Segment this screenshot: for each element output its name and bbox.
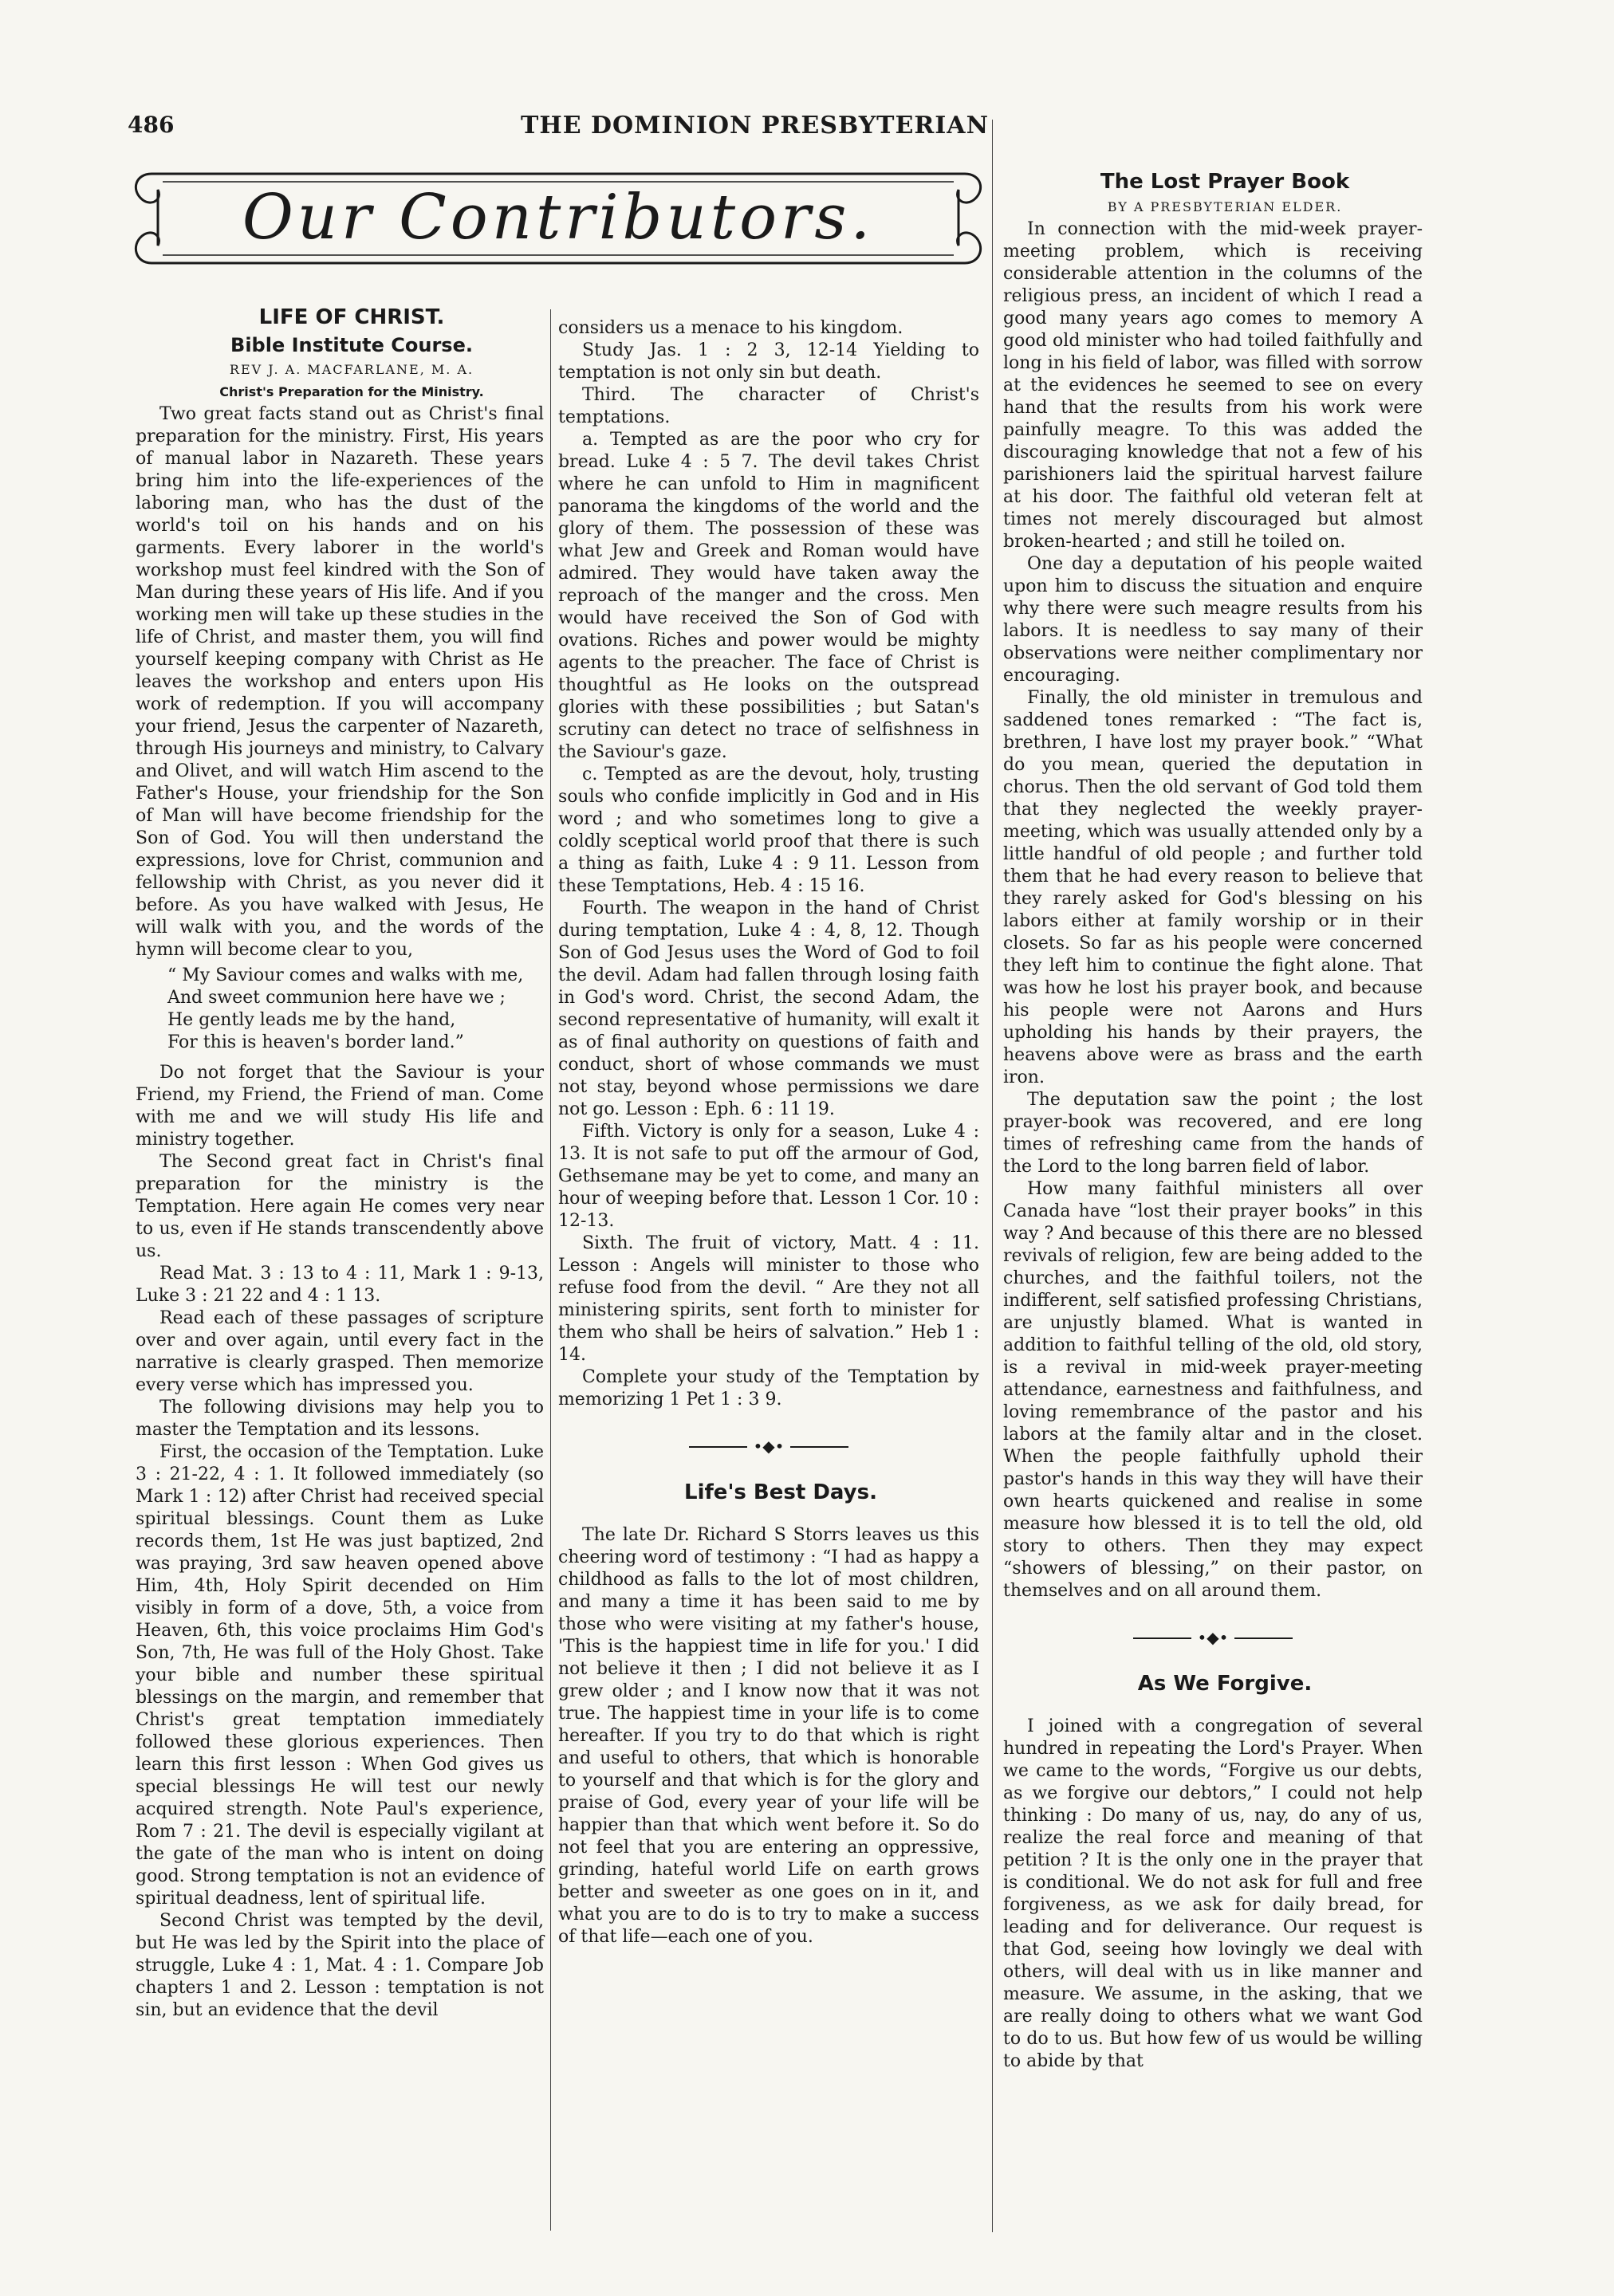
article-section: Christ's Preparation for the Ministry. bbox=[219, 384, 484, 399]
paragraph: I joined with a congregation of several hundred in repeating the Lord's Prayer. When we came to the words, “Forgive us our debts, as we forgive our debtors,” I could not help thinking : Do many of us, nay, do any of us, realize the real force and meaning of that petition ? It is the only one in the prayer that is conditional. We do not ask for full and free forgiveness, as we ask for daily bread, for leading and for deliverance. Our request is that God, seeing how lovingly we deal with others, will deal with us in like manner and measure. We assume, in the asking, that we are really doing to others what we want God to do to us. But how few of us would be willing to abide by that bbox=[1003, 1716, 1423, 2071]
column-2 bbox=[558, 317, 979, 1948]
paragraph: The following divisions may help you to master the Temptation and its lessons. bbox=[136, 1398, 544, 1440]
article-author: REV J. A. MACFARLANE, M. A. bbox=[229, 362, 474, 377]
paragraph: The deputation saw the point ; the lost prayer-book was recovered, and ere long times of refreshing came from the hands of the Lord to the long barren field of labor. bbox=[1003, 1090, 1423, 1177]
paragraph: Finally, the old minister in tremulous and saddened tones remarked : “The fact is, brethren, I have lost my prayer book.” “What do you mean, queried the deputation in chorus. Then the old servant of God told them that they neglected the weekly prayer-meeting, which was usually attended only by a little handful of old people ; and further told them that he had every reason to believe that they rarely asked for God's blessing on his labors either at family worship or in their closets. So far as his people were concerned they left him to continue the fight alone. That was how he lost his prayer book, and because his people were not Aarons and Hurs upholding his hands by their prayers, the heavens above were as brass and the earth iron. bbox=[1003, 688, 1423, 1087]
paragraph: Fifth. Victory is only for a season, Luke 4 : 13. It is not safe to put off the armour of God, Gethsemane may be yet to come, and many an hour of weeping before that. Lesson 1 Cor. 10 : 12-13. bbox=[558, 1122, 979, 1231]
paragraph: Second Christ was tempted by the devil, but He was led by the Spirit into the place of struggle, Luke 4 : 1, Mat. 4 : 1. Compare Job chapters 1 and 2. Lesson : temptation is not sin, but an evidence that the devil bbox=[136, 1911, 544, 2020]
hymn-verse bbox=[167, 965, 544, 1054]
paragraph: a. Tempted as are the poor who cry for bread. Luke 4 : 5 7. The devil takes Christ where he can unfold to Him in magnificent panorama the kingdoms of the world and the glory of them. The possession of these was what Jew and Greek and Roman would have admired. They would have taken away the reproach of the manger and the cross. Men would have received the Son of God with ovations. Riches and power would be mighty agents to the preacher. The face of Christ is thoughtful as He looks on the outspread glories with these possibilities ; but Satan's scrutiny can detect no trace of selfishness in the Saviour's gaze. bbox=[558, 430, 979, 762]
paragraph: c. Tempted as are the devout, holy, trusting souls who confide implicitly in God and in His word ; and who sometimes long to give a coldly sceptical world proof that there is such a thing as faith, Luke 4 : 9 11. Lesson from these Temptations, Heb. 4 : 15 16. bbox=[558, 765, 979, 896]
article-title: Life's Best Days. bbox=[684, 1480, 877, 1504]
paragraph: Two great facts stand out as Christ's final preparation for the ministry. First, His years of manual labor in Nazareth. These years bring him into the life-experiences of the laboring man, who has the dust of the world's toil on his hands and on his garments. Every laborer in the world's workshop must feel kindred with the Son of Man during these years of His life. And if you working men will take up these studies in the life of Christ, and master them, you will find yourself keeping company with Christ as He leaves the workshop and enters upon His work of redemption. If you will accompany your friend, Jesus the carpenter of Nazareth, through His journeys and ministry, to Calvary and Olivet, and will watch Him ascend to the Father's House, your friendship for the Son of Man will have become friendship for the Son of God. You will then understand the expressions, love for Christ, communion and fellowship with Christ, as you never did it before. As you have walked with Jesus, He will walk with you, and the words of the hymn will become clear to you, bbox=[136, 404, 544, 960]
article-title: LIFE OF CHRIST. bbox=[258, 305, 445, 329]
column-rule bbox=[550, 309, 551, 2231]
paragraph: Third. The character of Christ's temptations. bbox=[558, 385, 979, 427]
article-title: As We Forgive. bbox=[1137, 1672, 1313, 1696]
paragraph: One day a deputation of his people waited upon him to discuss the situation and enquire why there were such meagre results from his labors. It is needless to say many of their observations were neither complimentary nor encouraging. bbox=[1003, 554, 1423, 686]
paragraph: Study Jas. 1 : 2 3, 12-14 Yielding to temptation is not only sin but death. bbox=[558, 340, 979, 383]
paragraph: Read Mat. 3 : 13 to 4 : 11, Mark 1 : 9-13, Luke 3 : 21 22 and 4 : 1 13. bbox=[136, 1264, 544, 1306]
column-rule bbox=[992, 120, 993, 2232]
section-divider: •◆• bbox=[1133, 1630, 1293, 1645]
column-3 bbox=[1003, 167, 1423, 2073]
column-1 bbox=[136, 303, 544, 2022]
page-number: 486 bbox=[128, 112, 175, 138]
article-byline: BY A PRESBYTERIAN ELDER. bbox=[1107, 199, 1343, 214]
paragraph: First, the occasion of the Temptation. Luke 3 : 21-22, 4 : 1. It followed immediately (so Mark 1 : 12) after Christ had received special spiritual blessings. Count them as Luke records them, 1st He was just baptized, 2nd was praying, 3rd saw heaven opened above Him, 4th, Holy Spirit decended on Him visibly in form of a dove, 5th, a voice from Heaven, 6th, this voice proclaims Him God's Son, 7th, He was full of the Holy Ghost. Take your bible and number these spiritual blessings on the margin, and remember that Christ's great temptation immediately followed these glorious experiences. Then learn this first lesson : When God gives us special blessings He will test our newly acquired strength. Note Paul's experience, Rom 7 : 21. The devil is especially vigilant at the gate of the man who is intent on doing good. Strong temptation is not an evidence of spiritual deadness, lent of spiritual life. bbox=[136, 1442, 544, 1909]
article-subtitle: Bible Institute Course. bbox=[230, 334, 473, 356]
contributors-banner bbox=[128, 158, 989, 279]
paragraph: Sixth. The fruit of victory, Matt. 4 : 11. Lesson : Angels will minister to those who refuse food from the devil. “ Are they not all ministering spirits, sent forth to minister for them who shall be heirs of salvation.” Heb 1 : 14. bbox=[558, 1233, 979, 1365]
paragraph: Fourth. The weapon in the hand of Christ during temptation, Luke 4 : 4, 8, 12. Though Son of God Jesus uses the Word of God to foil the devil. Adam had fallen through losing faith in God's word. Christ, the second Adam, the second representative of humanity, will exalt it as of final authority on questions of faith and conduct, short of whose commands we must not stay, beyond whose permissions we dare not go. Lesson : Eph. 6 : 11 19. bbox=[558, 898, 979, 1119]
paragraph: Do not forget that the Saviour is your Friend, my Friend, the Friend of man. Come with me and we will study His life and ministry together. bbox=[136, 1063, 544, 1150]
verse-line: He gently leads me by the hand, bbox=[167, 1010, 456, 1030]
page-header bbox=[128, 112, 989, 148]
verse-line: And sweet communion here have we ; bbox=[167, 988, 506, 1008]
paragraph: The late Dr. Richard S Storrs leaves us this cheering word of testimony : “I had as happy a childhood as falls to the lot of most children, and many a time it has been said to me by those who were visiting at my father's house, 'This is the happiest time in life for you.' I did not believe it then ; I did not believe it as I grew older ; and I know now that it was not true. The happiest time in your life is to come hereafter. If you try to do that which is right and useful to others, that which is honorable to yourself and that which is for the glory and praise of God, every year of your life will be happier than that which went before it. So do not feel that you are entering an oppressive, grinding, hateful world Life on earth grows better and sweeter as one goes on in it, and what you are to do is to try to make a success of that life—each one of you. bbox=[558, 1525, 979, 1947]
verse-line: “ My Saviour comes and walks with me, bbox=[167, 965, 524, 985]
paragraph: considers us a menace to his kingdom. bbox=[558, 318, 903, 338]
paragraph: Read each of these passages of scripture over and over again, until every fact in the narrative is clearly grasped. Then memorize every verse which has impressed you. bbox=[136, 1308, 544, 1395]
paragraph: In connection with the mid-week prayer-meeting problem, which is receiving considerable attention in the columns of the religious press, an incident of which I read a good many years ago comes to memory A good old minister who had toiled faithfully and long in his field of labor, was filled with sorrow at the evidences he seemed to see on every hand that the results from his work were painfully meagre. To this was added the discouraging knowledge that not a few of his parishioners laid the spiritual harvest failure at his door. The faithful old veteran felt at times not merely discouraged but almost broken-hearted ; and still he toiled on. bbox=[1003, 219, 1423, 552]
article-title: The Lost Prayer Book bbox=[1100, 170, 1350, 194]
paragraph: The Second great fact in Christ's final preparation for the ministry is the Temptation. Here again He comes very near to us, even if He stands transcendently above us. bbox=[136, 1152, 544, 1261]
paper-title: THE DOMINION PRESBYTERIAN bbox=[521, 112, 989, 140]
section-divider: •◆• bbox=[689, 1438, 848, 1454]
paragraph: Complete your study of the Temptation by memorizing 1 Pet 1 : 3 9. bbox=[558, 1367, 979, 1409]
banner-title: Our Contributors. bbox=[242, 182, 875, 254]
verse-line: For this is heaven's border land.” bbox=[167, 1032, 464, 1052]
paragraph: How many faithful ministers all over Canada have “lost their prayer books” in this way ? And because of this there are no blessed revivals of religion, few are being added to the churches, and the faithful toilers, not the indifferent, self satisfied professing Christians, are unjustly blamed. What is wanted in addition to faithful telling of the old, old story, is a revival in mid-week prayer-meeting attendance, earnestness and faithfulness, and loving remembrance of the pastor and his labors at the family altar and in the closet. When the people faithfully uphold their pastor's hands in this way they will have their own hearts quickened and realise in some measure how blessed it is to tell the old, old story to others. Then they may expect “showers of blessing,” on their pastor, on themselves and on all around them. bbox=[1003, 1179, 1423, 1601]
